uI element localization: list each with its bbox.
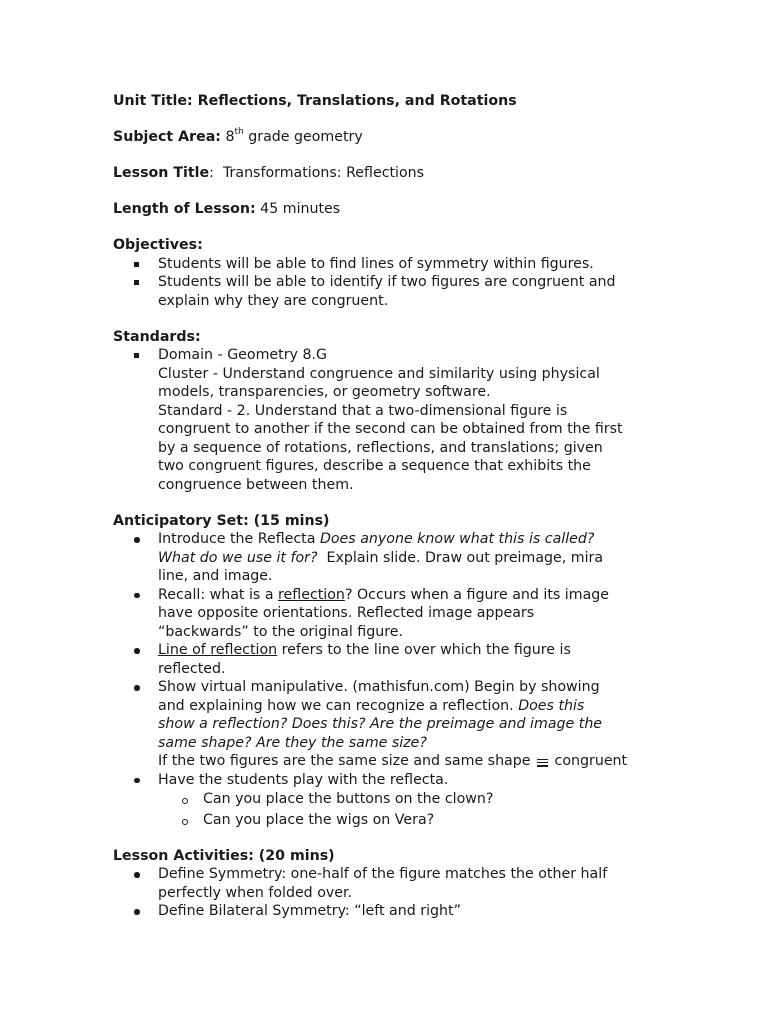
list-item: Define Bilateral Symmetry: “left and right” xyxy=(113,902,673,921)
congruent-symbol-icon xyxy=(537,758,548,767)
list-item: Recall: what is a reflection? Occurs when a figure and its image have opposite orientations. Reflected image appears “backwards” to the original figure. xyxy=(113,586,673,642)
unit-title-field xyxy=(113,92,673,111)
lesson-title-label: Lesson Title xyxy=(113,165,210,181)
hollow-bullet-icon xyxy=(182,798,188,804)
standards-heading: Standards: xyxy=(113,328,201,345)
length-value: 45 minutes xyxy=(255,201,341,217)
anticipatory-set-heading: Anticipatory Set: (15 mins) xyxy=(113,512,330,529)
bullet-icon xyxy=(134,778,140,784)
square-bullet-icon xyxy=(134,280,139,285)
bullet-icon xyxy=(134,537,140,543)
lesson-activities-heading: Lesson Activities: (20 mins) xyxy=(113,847,335,864)
subject-area-field xyxy=(113,128,673,147)
list-item: Show virtual manipulative. (mathisfun.com) Begin by showing and explaining how we can recognize a reflection. Does this show a reflection? Does this? Are the preimage and image the same shape? Are they the same size? If the two figures are the same size and same shape congruent xyxy=(113,678,673,771)
subject-area-label: Subject Area: xyxy=(113,129,221,145)
sub-list-item: Can you place the wigs on Vera? xyxy=(158,811,673,830)
list-item: Line of reflection refers to the line over which the figure is reflected. xyxy=(113,641,673,678)
anticipatory-set-section xyxy=(113,512,673,830)
list-item: Students will be able to find lines of symmetry within figures. xyxy=(113,255,673,274)
bullet-icon xyxy=(134,593,140,599)
reflection-term: reflection xyxy=(278,586,345,603)
line-of-reflection-term: Line of reflection xyxy=(158,642,278,658)
list-item: Domain - Geometry 8.G Cluster - Understand congruence and similarity using physical models, transparencies, or geometry software. Standard - 2. Understand that a two-dimensional figure is congruent to another if the second can be obtained from the first by a sequence of rotations, reflections, and translations; given two congruent figures, describe a sequence that exhibits the congruence between them. xyxy=(113,346,673,494)
lesson-title-value: Transformations: Reflections xyxy=(213,165,425,181)
unit-title-label: Unit Title: Reflections, Translations, and Rotations xyxy=(113,93,517,109)
length-field xyxy=(113,200,673,219)
list-item: Have the students play with the reflecta. Can you place the buttons on the clown? Can you place the wigs on Vera? xyxy=(113,771,673,830)
list-item: Introduce the Reflecta Does anyone know what this is called? What do we use it for? Explain slide. Draw out preimage, mira line, and image. xyxy=(113,530,673,586)
lesson-activities-section xyxy=(113,847,673,921)
standards-section xyxy=(113,328,673,495)
square-bullet-icon xyxy=(134,262,139,267)
bullet-icon xyxy=(134,872,140,878)
lesson-plan xyxy=(113,92,673,938)
sub-list-item: Can you place the buttons on the clown? xyxy=(158,790,673,809)
lesson-title-field: Lesson Title: Transformations: Reflections xyxy=(113,165,425,181)
subject-area-value: 8th grade geometry xyxy=(220,127,363,145)
length-label: Length of Lesson: xyxy=(113,201,256,217)
bullet-icon xyxy=(134,685,140,691)
objectives-heading: Objectives: xyxy=(113,237,203,253)
bullet-icon xyxy=(134,909,140,915)
bullet-icon xyxy=(134,648,140,654)
square-bullet-icon xyxy=(134,353,139,358)
hollow-bullet-icon xyxy=(182,819,188,825)
list-item: Students will be able to identify if two figures are congruent and explain why they are congruent. xyxy=(113,273,673,310)
list-item: Define Symmetry: one-half of the figure matches the other half perfectly when folded over. xyxy=(113,865,673,902)
objectives-section xyxy=(113,236,673,310)
